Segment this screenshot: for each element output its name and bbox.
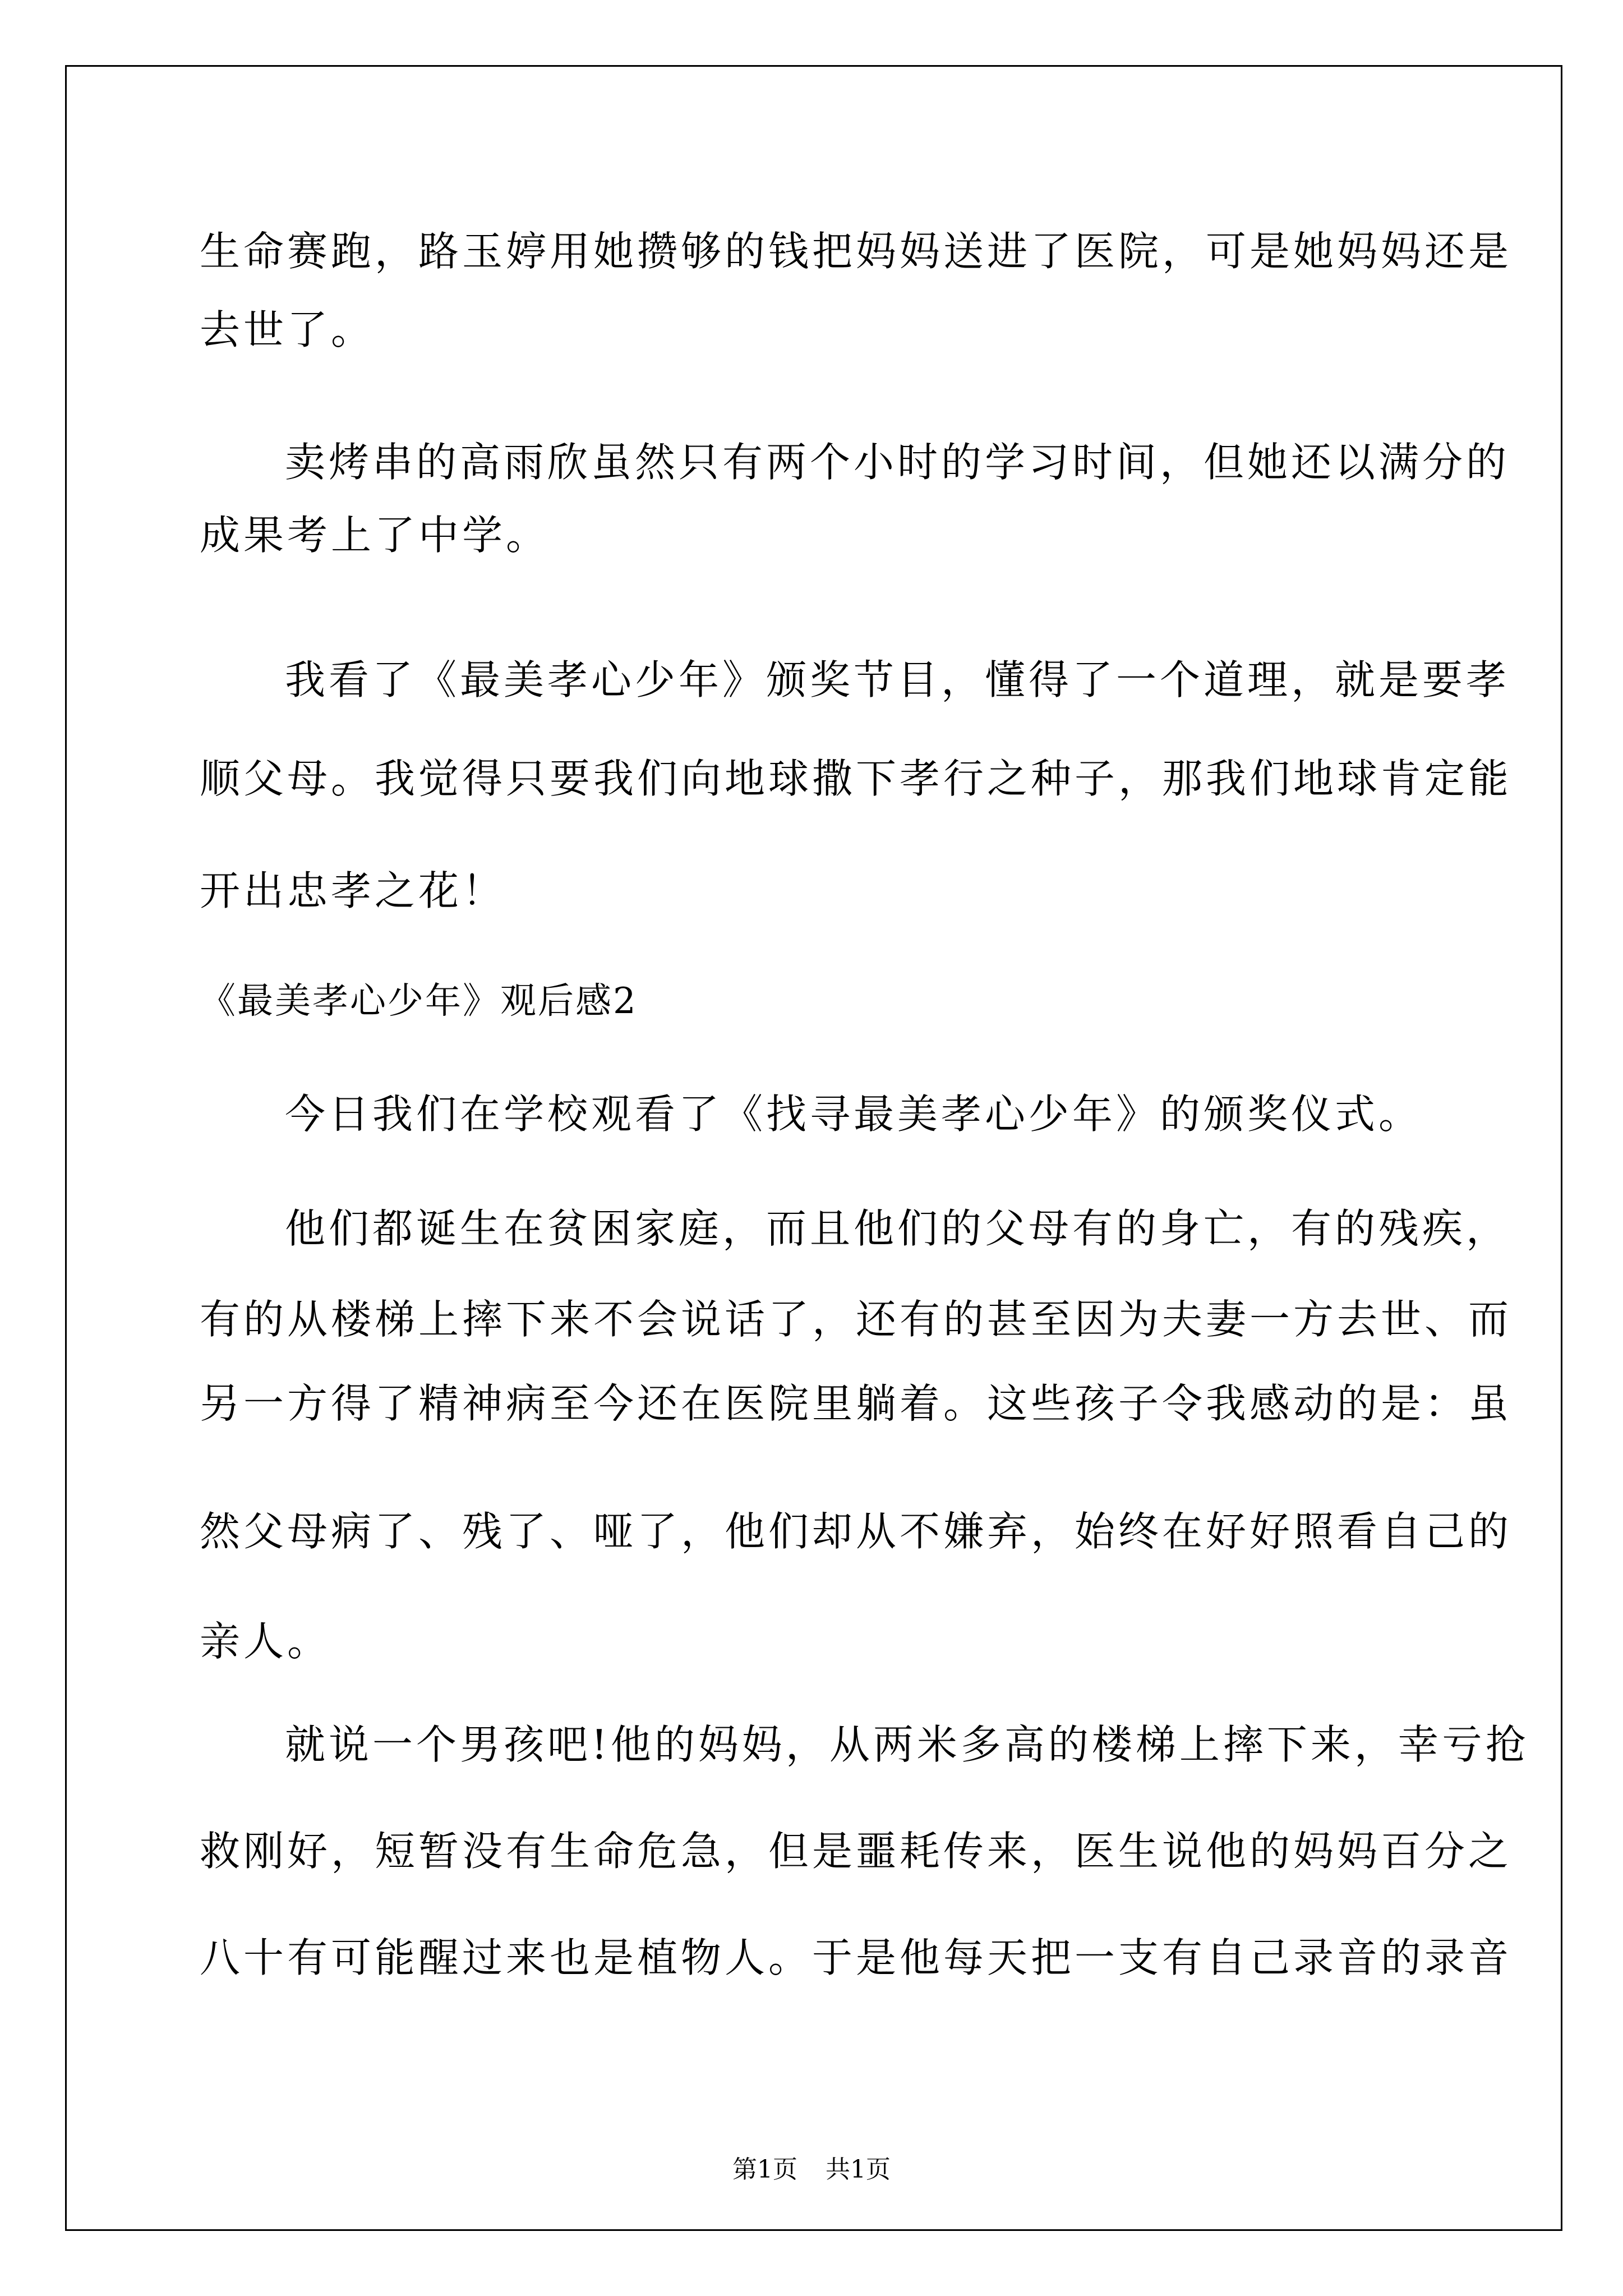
page-footer — [0, 2153, 1623, 2187]
page-number: 第1页 — [732, 2155, 797, 2184]
paragraph-line: 卖烤串的高雨欣虽然只有两个小时的学习时间，但她还以满分的 — [285, 439, 1510, 486]
paragraph-line: 然父母病了、残了、哑了，他们却从不嫌弃，始终在好好照看自己的 — [200, 1508, 1513, 1555]
page-frame — [65, 65, 1562, 2231]
page-total: 共1页 — [826, 2155, 891, 2184]
section-heading: 《最美孝心少年》观后感2 — [200, 981, 638, 1022]
paragraph-line: 八十有可能醒过来也是植物人。于是他每天把一支有自己录音的录音 — [200, 1934, 1513, 1981]
paragraph-line: 救刚好，短暂没有生命危急，但是噩耗传来，医生说他的妈妈百分之 — [200, 1828, 1513, 1875]
paragraph-line: 有的从楼梯上摔下来不会说话了，还有的甚至因为夫妻一方去世、而 — [200, 1296, 1513, 1343]
paragraph-line: 另一方得了精神病至今还在医院里躺着。这些孩子令我感动的是：虽 — [200, 1380, 1513, 1427]
paragraph-line: 就说一个男孩吧!他的妈妈，从两米多高的楼梯上摔下来，幸亏抢 — [285, 1721, 1529, 1768]
paragraph-line: 生命赛跑，路玉婷用她攒够的钱把妈妈送进了医院，可是她妈妈还是 — [200, 228, 1513, 275]
paragraph-line: 亲人。 — [200, 1618, 331, 1665]
paragraph-line: 顺父母。我觉得只要我们向地球撒下孝行之种子，那我们地球肯定能 — [200, 755, 1513, 802]
paragraph-line: 去世了。 — [200, 306, 375, 353]
paragraph-line: 我看了《最美孝心少年》颁奖节目，懂得了一个道理，就是要孝 — [285, 656, 1510, 703]
paragraph-line: 开出忠孝之花！ — [200, 867, 506, 914]
paragraph-line: 今日我们在学校观看了《找寻最美孝心少年》的颁奖仪式。 — [285, 1091, 1423, 1138]
paragraph-line: 成果考上了中学。 — [200, 512, 550, 559]
paragraph-line: 他们都诞生在贫困家庭，而且他们的父母有的身亡，有的残疾， — [285, 1205, 1510, 1252]
